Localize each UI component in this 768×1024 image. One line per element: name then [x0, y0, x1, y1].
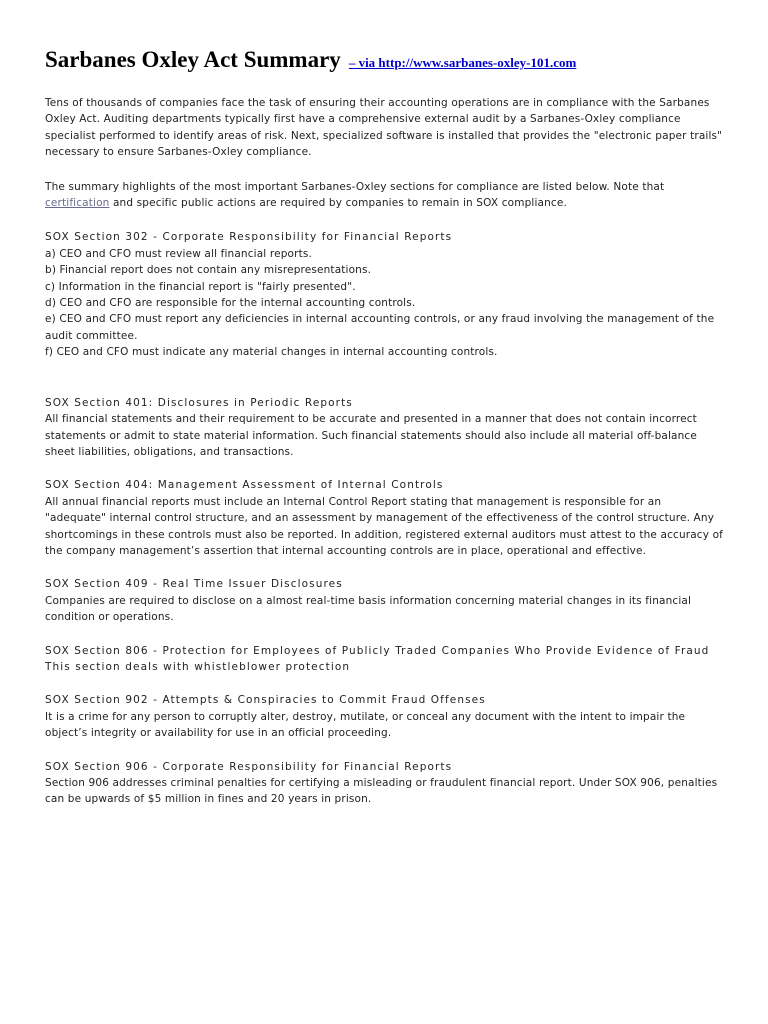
section-902	[45, 692, 725, 741]
section-302-list	[45, 246, 725, 361]
section-806	[45, 643, 725, 676]
section-body: All financial statements and their requirement to be accurate and presented in a manner that does not contain incorrect statements or admit to state material information. Such financial statements should also include all material off-balance sheet liabilities, obligations, and transactions.	[45, 413, 697, 458]
certification-link[interactable]: certification	[45, 197, 110, 210]
section-body: Companies are required to disclose on a almost real-time basis information concerning material changes in its financial condition or operations.	[45, 594, 692, 624]
section-body: This section deals with whistleblower protection	[45, 660, 351, 673]
list-item: e) CEO and CFO must report any deficiencies in internal accounting controls, or any fraud involving the management of the audit committee.	[45, 313, 715, 342]
section-906	[45, 759, 725, 808]
list-item: a) CEO and CFO must review all financial reports.	[45, 247, 312, 260]
summary-text-before: The summary highlights of the most important Sarbanes-Oxley sections for compliance are listed below. Note that	[45, 180, 665, 193]
section-heading: SOX Section 409 - Real Time Issuer Disclosures	[45, 578, 343, 591]
document-page	[45, 46, 725, 825]
section-heading: SOX Section 902 - Attempts & Conspiracies to Commit Fraud Offenses	[45, 694, 486, 707]
title-row	[45, 46, 725, 77]
list-item: d) CEO and CFO are responsible for the internal accounting controls.	[45, 297, 416, 310]
section-heading: SOX Section 404: Management Assessment of Internal Controls	[45, 479, 444, 492]
page-title: Sarbanes Oxley Act Summary	[45, 47, 341, 72]
section-409	[45, 576, 725, 625]
summary-text-after: and specific public actions are required by companies to remain in SOX compliance.	[109, 197, 567, 210]
section-302	[45, 229, 725, 360]
section-body: All annual financial reports must include an Internal Control Report stating that management is responsible for an "adequate" internal control structure, and an assessment by management of the effectiveness of the control structure. Any shortcomings in these controls must also be reported. In addition, registered external auditors must attest to the accuracy of the company management’s assertion that internal accounting controls are in place, operational and effective.	[45, 495, 723, 557]
section-404	[45, 477, 725, 559]
section-heading: SOX Section 302 - Corporate Responsibility for Financial Reports	[45, 231, 453, 244]
section-heading: SOX Section 806 - Protection for Employees of Publicly Traded Companies Who Provide Evidence of Fraud	[45, 644, 710, 657]
list-item: f) CEO and CFO must indicate any material changes in internal accounting controls.	[45, 346, 498, 359]
section-body: It is a crime for any person to corruptly alter, destroy, mutilate, or conceal any document with the intent to impair the object’s integrity or availability for use in an official proceeding.	[45, 710, 686, 740]
list-item: c) Information in the financial report is "fairly presented".	[45, 280, 356, 293]
list-item: b) Financial report does not contain any misrepresentations.	[45, 264, 372, 277]
section-401	[45, 395, 725, 461]
section-heading: SOX Section 401: Disclosures in Periodic Reports	[45, 396, 353, 409]
section-heading: SOX Section 906 - Corporate Responsibility for Financial Reports	[45, 760, 453, 773]
source-link[interactable]: – via http://www.sarbanes-oxley-101.com	[348, 55, 577, 70]
intro-paragraph: Tens of thousands of companies face the task of ensuring their accounting operations are in compliance with the Sarbanes Oxley Act. Auditing departments typically first have a comprehensive external audit by a Sarbanes-Oxley compliance specialist performed to identify areas of risk. Next, specialized software is installed that provides the "electronic paper trails" necessary to ensure Sarbanes-Oxley compliance.	[45, 97, 723, 159]
section-body: Section 906 addresses criminal penalties for certifying a misleading or fraudulent financial report. Under SOX 906, penalties can be upwards of $5 million in fines and 20 years in prison.	[45, 777, 718, 806]
summary-paragraph	[45, 179, 725, 212]
